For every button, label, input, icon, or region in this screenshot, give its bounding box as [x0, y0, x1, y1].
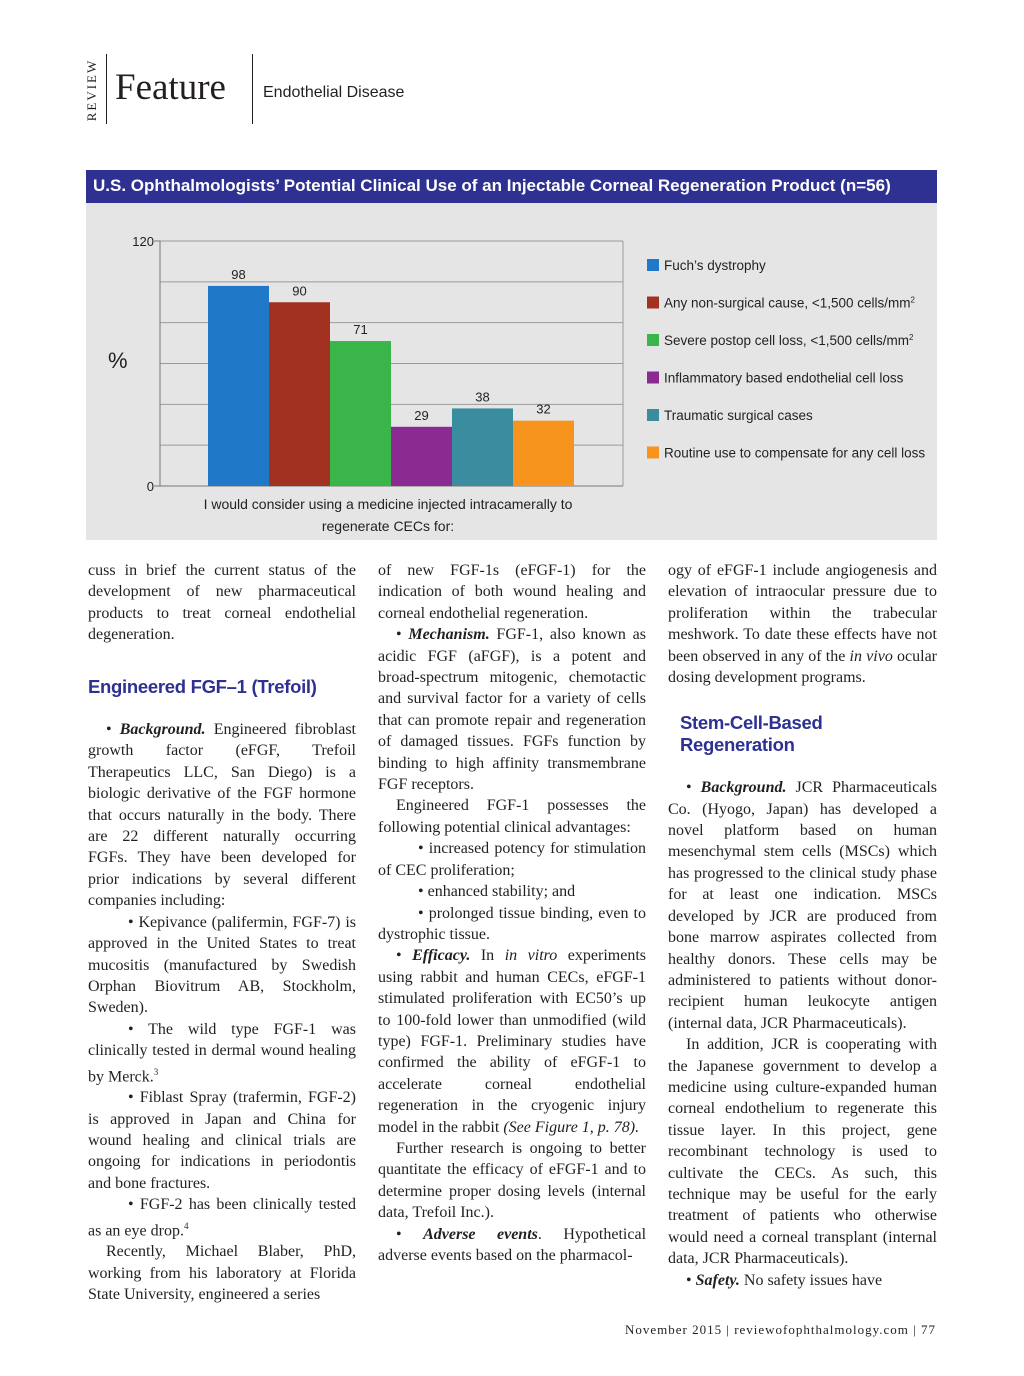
paragraph-background: • Background. Engineered fibroblast growth factor (eFGF, Trefoil Therapeutics LLC, San Diego) is a biologic derivative of the FGF hormone that occurs naturally in the body. There are 22 different naturally occurring FGFs. They have been developed for prior indications by several different companies including: — [88, 721, 356, 910]
bar — [513, 421, 574, 486]
efficacy-text: In — [470, 947, 505, 965]
paragraph: Further research is ongoing to better quantitate the efficacy of eFGF-1 and to determine proper dosing levels (internal data, Trefoil Inc.). — [378, 1139, 646, 1222]
bullet-wild-type — [88, 1019, 356, 1088]
lead-background: Background. — [119, 721, 206, 739]
legend-label: Traumatic surgical cases — [664, 408, 813, 423]
adverse-text: . Hypothetical adverse events based on the pharmacol- — [378, 1225, 647, 1264]
paragraph: cuss in brief the current status of the development of new pharmaceutical products to treat corneal endothelial degeneration. — [88, 562, 356, 644]
bar-value-label: 38 — [475, 389, 490, 405]
bullet-kepivance: • Kepivance (palifermin, FGF-7) is approved in the United States to treat mucositis (manufactured by Swedish Orphan Biovitrum AB, Stockholm, Sweden). — [88, 913, 356, 1017]
bar-value-label: 98 — [231, 266, 246, 282]
bar — [269, 302, 330, 486]
chart-title: U.S. Ophthalmologists’ Potential Clinical Use of an Injectable Corneal Regeneration Product (n=56) — [93, 176, 891, 195]
section-heading-stem-cell: Stem-Cell-Based Regeneration — [680, 712, 823, 755]
lead-adverse-events: Adverse events — [423, 1225, 538, 1243]
background-text: Engineered fibroblast growth factor (eFGF, Trefoil Therapeutics LLC, San Diego) is a biologic derivative of the FGF hormone that occurs naturally in the body. There are 22 different naturally occurring FGFs. They have been developed for prior indications by several different companies including: — [88, 721, 356, 910]
bar — [208, 286, 269, 486]
bullet-advantage: • enhanced stability; and — [418, 883, 576, 901]
x-axis-label-line1: I would consider using a medicine injected intracamerally to — [203, 496, 573, 512]
legend-swatch — [647, 297, 659, 309]
chart-bars — [208, 286, 574, 486]
header-divider-1 — [106, 54, 107, 124]
bullet-advantage: • increased potency for stimulation of CEC proliferation; — [378, 840, 646, 879]
bar — [330, 341, 391, 486]
bar-chart — [86, 203, 937, 540]
x-axis-label-line2: regenerate CECs for: — [321, 518, 455, 534]
background-text: JCR Pharmaceuticals Co. (Hyogo, Japan) has developed a novel platform based on human mesenchymal stem cells (MSCs) which has progressed to the clinical study phase for at least one indication. MSCs developed by JCR are produced from bone marrow aspirates collected from healthy donors. These cells may be administered to patients without donor-recipient human leukocyte antigen (internal data, JCR Pharmaceuticals). — [668, 779, 937, 1032]
legend-swatch — [647, 334, 659, 346]
legend-label: Fuch’s dystrophy — [664, 258, 766, 273]
legend-swatch — [647, 259, 659, 271]
legend-label: Routine use to compensate for any cell loss — [664, 445, 926, 461]
bar — [391, 427, 452, 486]
text-column-3 — [668, 560, 937, 1291]
paragraph-adverse: • Adverse events. Hypothetical adverse events based on the pharmacol- — [378, 1225, 647, 1264]
paragraph-safety: • Safety. No safety issues have — [686, 1271, 883, 1289]
review-label-text: REVIEW — [84, 58, 99, 122]
header-divider-2 — [252, 54, 253, 124]
paragraph-background: • Background. JCR Pharmaceuticals Co. (Hyogo, Japan) has developed a novel platform based on human mesenchymal stem cells (MSCs) which has progressed to the clinical study phase for at least one indication. MSCs developed by JCR are produced from bone marrow aspirates collected from healthy donors. These cells may be administered to patients without donor-recipient human leukocyte antigen (internal data, JCR Pharmaceuticals). — [668, 779, 937, 1032]
paragraph-text: ogy of eFGF-1 include angiogenesis and elevation of intraocular pressure due to proliferation within the trabecular meshwork. To date these effects have not been observed in any of the — [668, 562, 937, 665]
legend-swatch — [647, 447, 659, 459]
lead-efficacy: Efficacy. — [412, 947, 471, 965]
section-name: Endothelial Disease — [263, 84, 405, 101]
footnote-ref: 4 — [183, 1220, 189, 1231]
paragraph — [668, 560, 937, 688]
bullet-text: • The wild type FGF-1 was clinically tested in dermal wound healing by Merck. — [88, 1020, 356, 1085]
legend-swatch — [647, 372, 659, 384]
bar-value-label: 90 — [292, 283, 307, 299]
y-tick-label-top: 120 — [132, 234, 154, 249]
text-column-1 — [88, 560, 356, 1306]
bar-value-label: 29 — [414, 407, 429, 423]
paragraph: of new FGF-1s (eFGF-1) for the indication of both wound healing and corneal endothelial regeneration. — [378, 562, 646, 622]
legend-label: Any non-surgical cause, <1,500 cells/$mm^2$ — [664, 295, 915, 311]
mechanism-text: FGF-1, also known as acidic FGF (aFGF), is a potent and broad-spectrum mitogenic, chemotactic and survival factor for a variety of cells that can promote repair and regeneration of damaged tissues. FGFs function by binding to high affinity transmembrane FGF receptors. — [378, 626, 646, 794]
footnote-ref: 3 — [153, 1066, 159, 1077]
lead-background: Background. — [700, 779, 787, 797]
legend-swatch — [647, 409, 659, 421]
legend-label: Severe postop cell loss, <1,500 cells/$mm^2$ — [664, 333, 914, 348]
bullet-advantage: • prolonged tissue binding, even to dystrophic tissue. — [378, 904, 646, 943]
bar — [452, 408, 513, 486]
bar-value-label: 32 — [536, 401, 551, 417]
paragraph: Recently, Michael Blaber, PhD, working from his laboratory at Florida State University, engineered a series — [88, 1243, 356, 1304]
review-label — [82, 52, 102, 128]
paragraph-efficacy: • Efficacy. In in vitro experiments using rabbit and human CECs, eFGF-1 stimulated proliferation with EC50’s up to 100-fold lower than unmodified (wild type) FGF-1. Preliminary studies have confirmed the ability of eFGF-1 to accelerate corneal endothelial regeneration in the cryogenic injury model in the rabbit (See Figure 1, p. 78). — [378, 947, 646, 1136]
bar-value-label: 71 — [353, 322, 368, 338]
paragraph-text: ocular dosing development programs. — [668, 647, 937, 687]
lead-safety: Safety. — [695, 1271, 740, 1289]
safety-text: No safety issues have — [739, 1271, 883, 1289]
feature-label: Feature — [115, 67, 226, 108]
efficacy-text: experiments using rabbit and human CECs, eFGF-1 stimulated proliferation with EC50’s up to 100-fold lower than unmodified (wild type) FGF-1. Preliminary studies have confirmed the ability of eFGF-1 to accelerate corneal endothelial regeneration in the cryogenic injury model in the rabbit — [378, 947, 646, 1136]
y-axis-label: % — [108, 348, 128, 373]
page-footer: November 2015 | reviewofophthalmology.com | 77 — [624, 1322, 936, 1337]
paragraph-mechanism: • Mechanism. FGF-1, also known as acidic FGF (aFGF), is a potent and broad-spectrum mitogenic, chemotactic and survival factor for a variety of cells that can promote repair and regeneration of damaged tissues. FGFs function by binding to high affinity transmembrane FGF receptors. — [378, 626, 646, 794]
figure-reference: (See Figure 1, p. 78). — [503, 1118, 640, 1136]
lead-mechanism: Mechanism. — [408, 626, 490, 644]
paragraph: Engineered FGF-1 possesses the following potential clinical advantages: — [378, 797, 646, 836]
efficacy-italic: in vitro — [504, 947, 558, 965]
y-tick-label-bottom: 0 — [146, 479, 154, 494]
paragraph-italic: in vivo — [849, 647, 893, 665]
paragraph: In addition, JCR is cooperating with the Japanese government to develop a medicine using culture-expanded human corneal endothelium to regenerate this tissue layer. In this project, gene recombinant technology is used to cultivate the CECs. As such, this technique may be useful for the early treatment of patients who otherwise would need a corneal transplant (internal data, JCR Pharmaceuticals). — [668, 1036, 937, 1268]
bullet-text: • FGF-2 has been clinically tested as an eye drop. — [88, 1196, 356, 1240]
bullet-fgf2 — [88, 1194, 356, 1241]
bullet-fiblast: • Fiblast Spray (trafermin, FGF-2) is approved in Japan and China for wound healing and clinical trials are ongoing for indications in periodontis and bone fractures. — [88, 1089, 356, 1192]
chart-legend — [647, 258, 925, 461]
legend-label: Inflammatory based endothelial cell loss — [664, 370, 904, 386]
section-heading-fgf1: Engineered FGF–1 (Trefoil) — [88, 675, 317, 697]
text-column-2 — [378, 560, 646, 1266]
